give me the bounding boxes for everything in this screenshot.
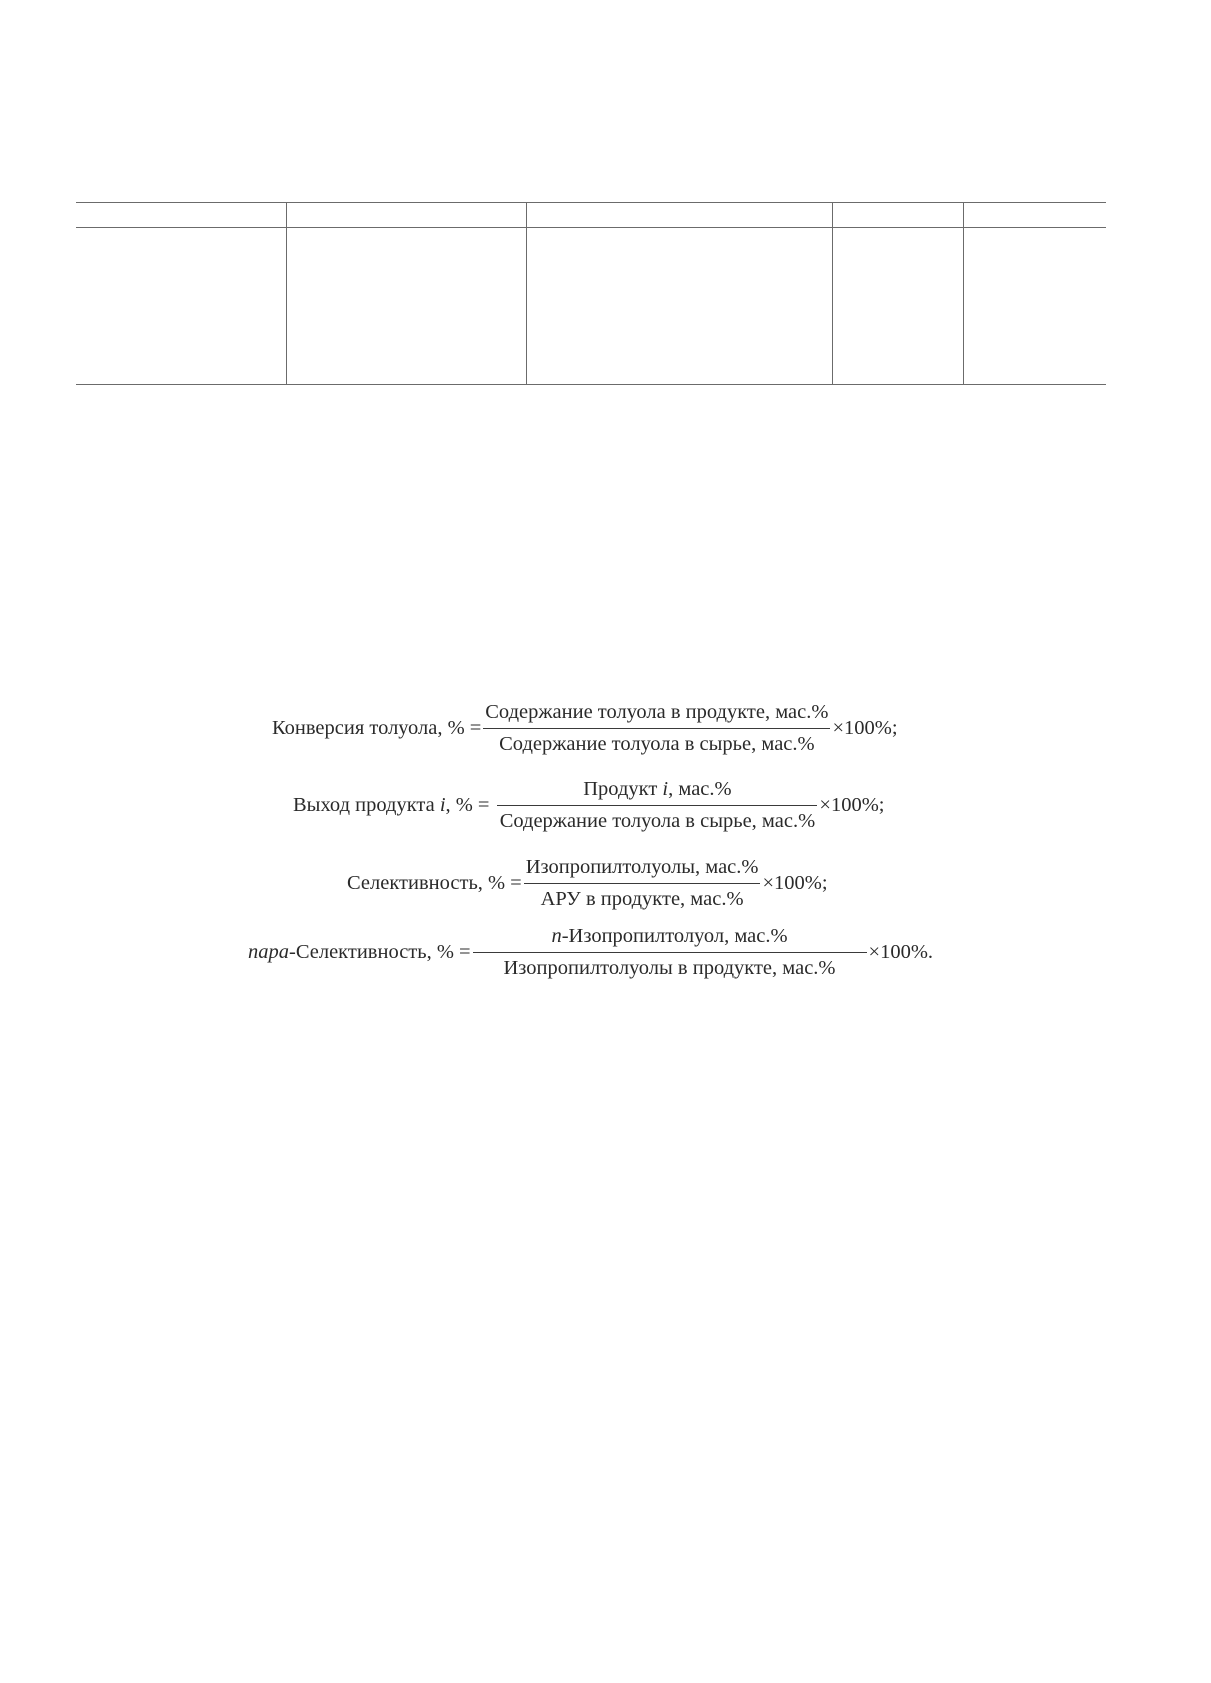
equals-sign: =: [477, 793, 490, 816]
selectivity-numerator: Изопропилтолуолы, мас.%: [524, 857, 761, 884]
yield-lhs-variable: i: [439, 793, 446, 816]
conversion-multiplier: ×100%;: [832, 716, 898, 739]
yield-numerator-unit: , мас.%: [668, 778, 732, 800]
yield-formula: [293, 779, 885, 831]
conversion-fraction: [483, 702, 830, 754]
para-selectivity-lhs: [248, 942, 454, 963]
yield-lhs-unit: , %: [445, 793, 473, 816]
para-prefix: пара: [248, 940, 289, 963]
conversion-formula: [272, 702, 898, 754]
yield-numerator: [497, 779, 817, 806]
para-numerator-prefix: п: [551, 925, 562, 947]
equals-sign: =: [458, 940, 471, 963]
yield-denominator: Содержание толуола в сырье, мас.%: [499, 809, 816, 832]
selectivity-denominator: АРУ в продукте, мас.%: [540, 887, 744, 910]
conversion-numerator: Содержание толуола в продукте, мас.%: [483, 702, 830, 729]
selectivity-fraction: [524, 857, 761, 909]
para-selectivity-denominator: Изопропилтолуолы в продукте, мас.%: [503, 956, 836, 979]
selectivity-multiplier: ×100%;: [762, 871, 828, 894]
selectivity-formula: [347, 857, 828, 909]
yield-fraction: [497, 779, 817, 831]
yield-lhs-text: Выход продукта: [293, 793, 440, 816]
para-numerator-text: -Изопропилтолуол, мас.%: [561, 925, 788, 947]
selectivity-lhs: Селективность, %: [347, 871, 506, 894]
yield-multiplier: ×100%;: [819, 793, 885, 816]
conversion-lhs: Конверсия толуола, %: [272, 716, 465, 739]
yield-numerator-variable: i: [662, 778, 669, 800]
para-selectivity-numerator: [473, 926, 867, 953]
equals-sign: =: [469, 716, 482, 739]
para-selectivity-fraction: [473, 926, 867, 978]
yield-numerator-text: Продукт: [583, 778, 663, 800]
para-selectivity-formula: [248, 926, 933, 978]
conversion-denominator: Содержание толуола в сырье, мас.%: [499, 732, 815, 755]
para-selectivity-lhs-text: -Селективность, %: [289, 940, 454, 963]
equals-sign: =: [510, 871, 522, 894]
para-selectivity-multiplier: ×100%.: [868, 940, 934, 963]
yield-lhs: [293, 795, 473, 816]
